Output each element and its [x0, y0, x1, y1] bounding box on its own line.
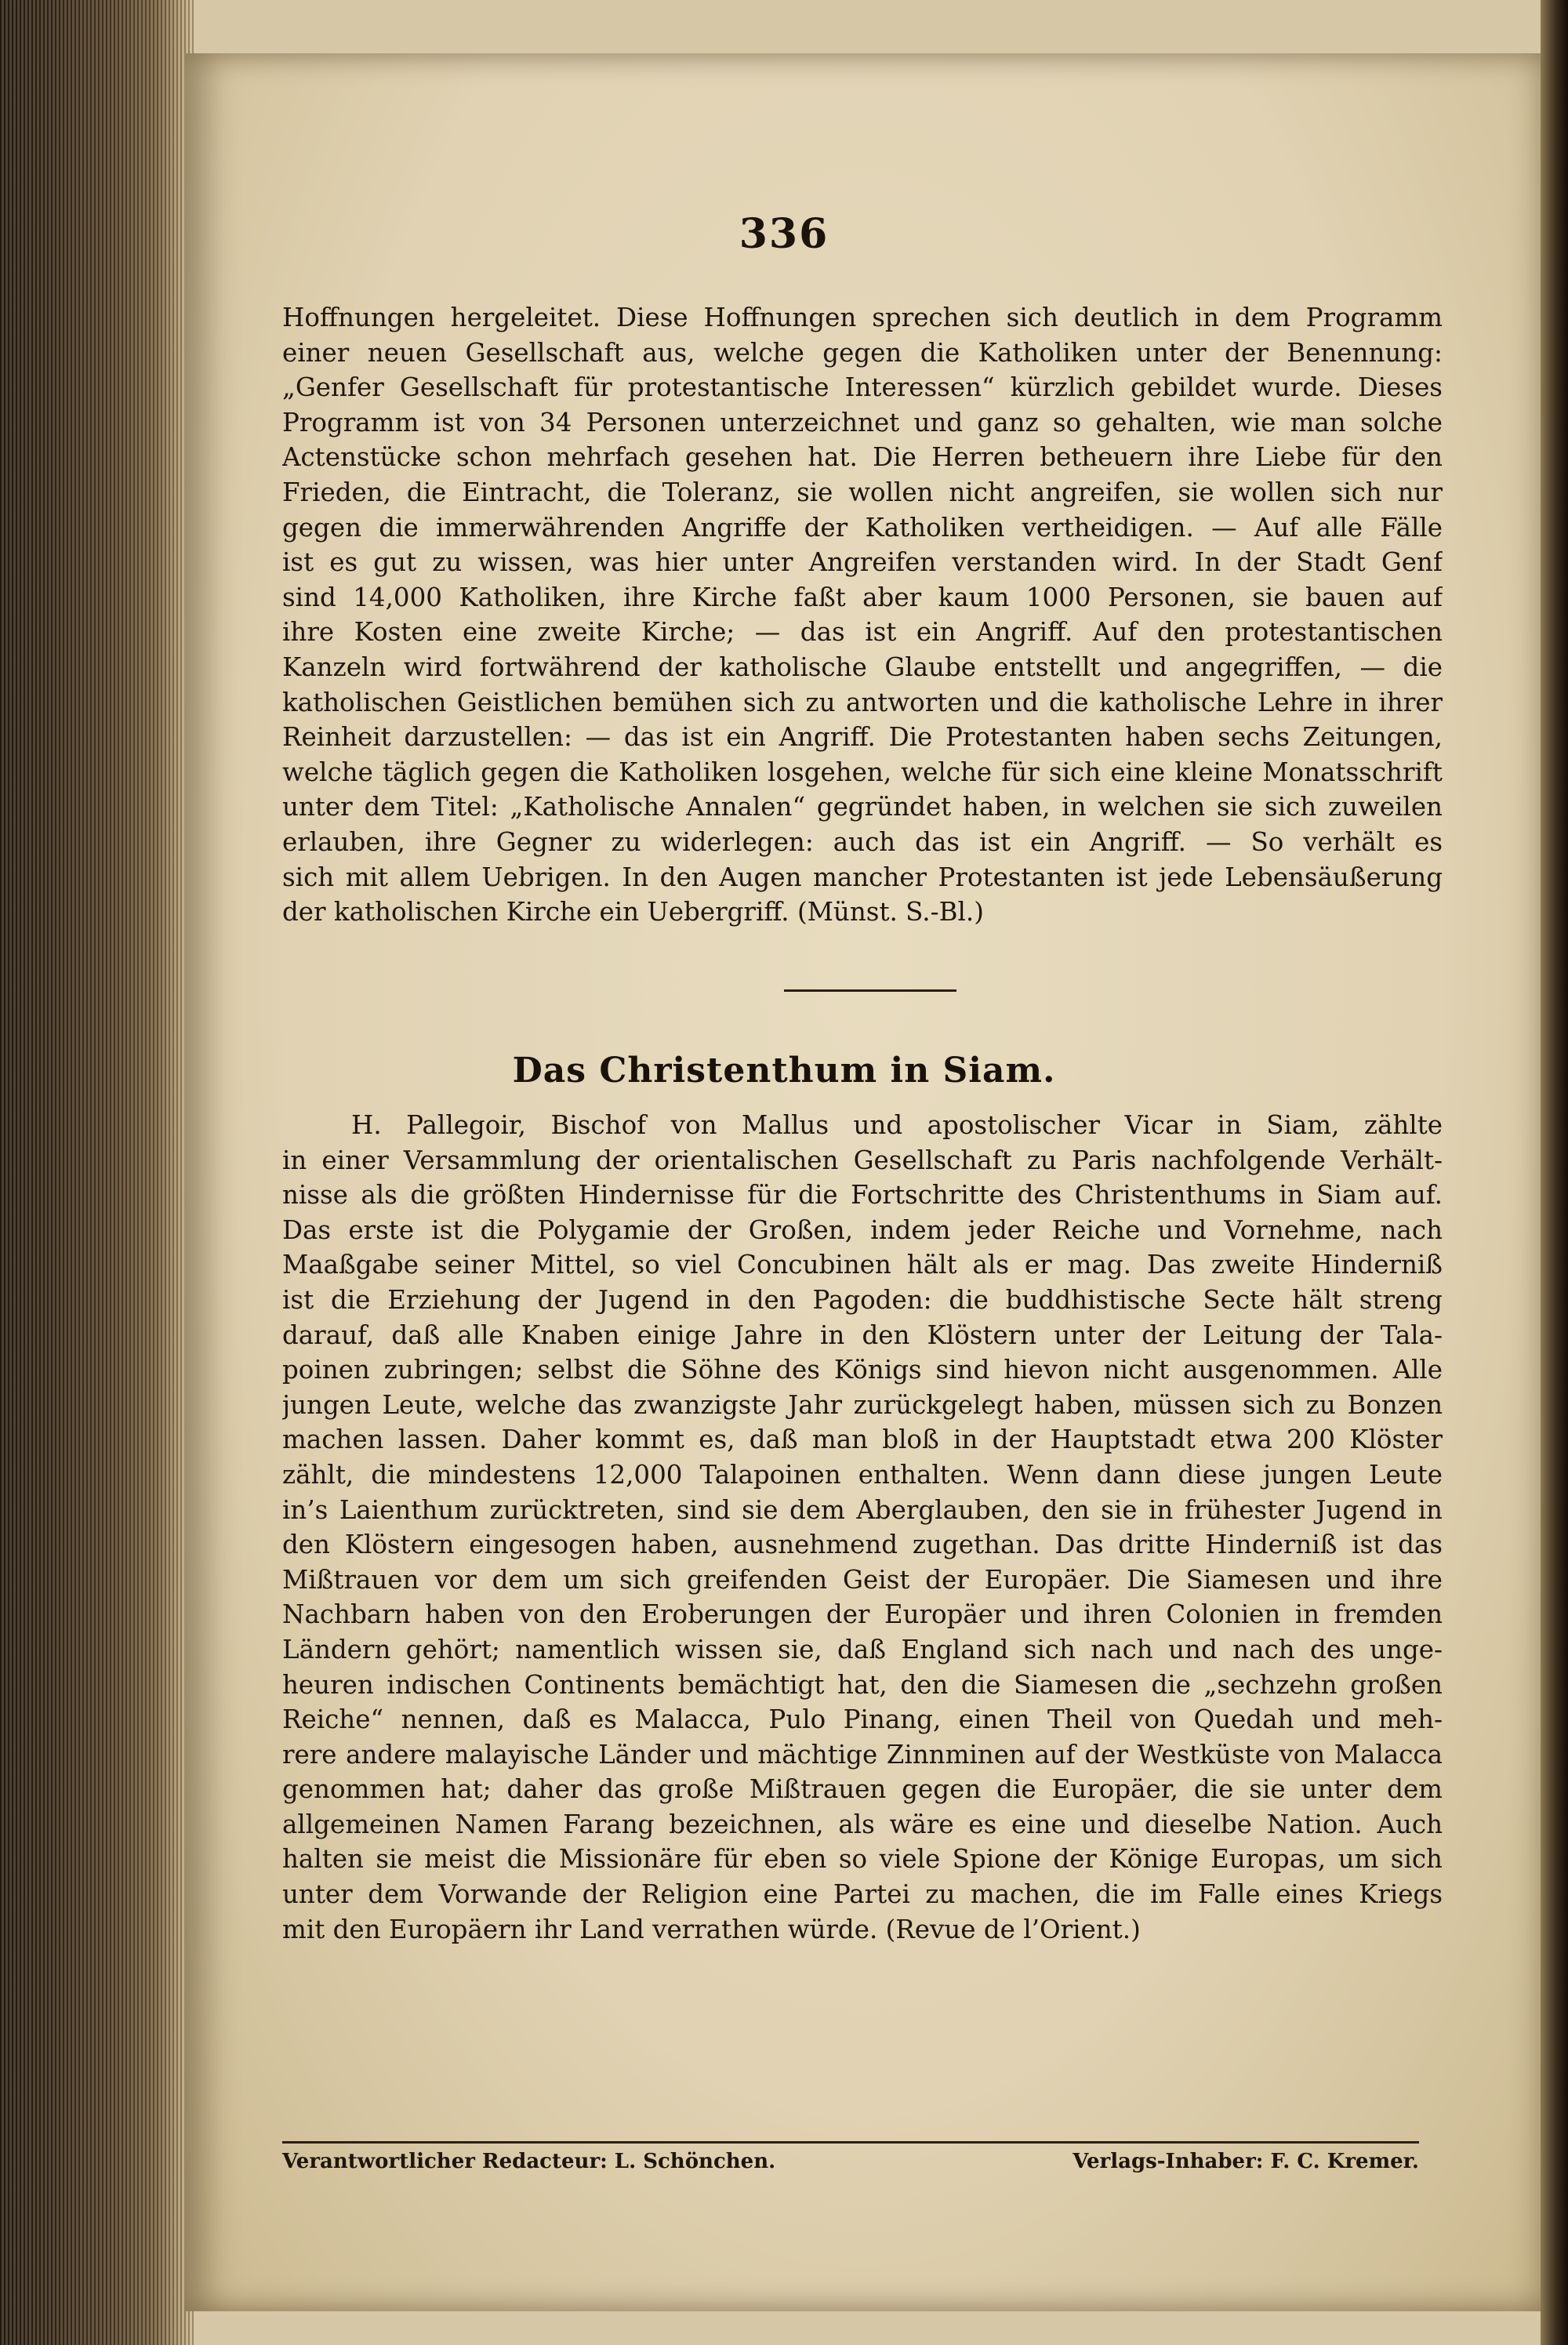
text-line: Hoffnungen hergeleitet. Diese Hoffnungen sprechen sich deutlich in dem Programm	[282, 303, 1443, 332]
text-line: Nachbarn haben von den Eroberungen der Europäer und ihren Colonien in fremden	[282, 1599, 1443, 1630]
book-spine-edge	[0, 0, 196, 2345]
text-line: Actenstücke schon mehrfach gesehen hat. Die Herren betheuern ihre Liebe für den	[282, 442, 1443, 473]
text-line: sind 14,000 Katholiken, ihre Kirche faßt aber kaum 1000 Personen, sie bauen auf	[282, 582, 1443, 612]
text-line: unter dem Vorwande der Religion eine Partei zu machen, die im Falle eines Kriegs	[282, 1879, 1443, 1910]
text-line: sich mit allem Uebrigen. In den Augen mancher Protestanten ist jede Lebensäußerung	[282, 862, 1443, 892]
text-line: katholischen Geistlichen bemühen sich zu antworten und die katholische Lehre in ihrer	[282, 687, 1443, 717]
text-line: Mißtrauen vor dem um sich greifenden Geist der Europäer. Die Siamesen und ihre	[282, 1564, 1443, 1595]
text-line: allgemeinen Namen Farang bezeichnen, als wäre es eine und dieselbe Nation. Auch	[282, 1809, 1443, 1839]
footer-publisher: Verlags-Inhaber: F. C. Kremer.	[1073, 2150, 1419, 2173]
text-line: gegen die immerwährenden Angriffe der Katholiken vertheidigen. — Auf alle Fälle	[282, 512, 1443, 543]
text-line: Das erste ist die Polygamie der Großen, indem jeder Reiche und Vornehme, nach	[282, 1214, 1443, 1245]
text-line: Programm ist von 34 Personen unterzeichnet und ganz so gehalten, wie man solche	[282, 407, 1443, 437]
article-heading: Das Christenthum in Siam.	[512, 1051, 1056, 1091]
text-line: halten sie meist die Missionäre für eben so viele Spione der Könige Europas, um sich	[282, 1844, 1443, 1875]
text-line: ist die Erziehung der Jugend in den Pagoden: die buddhistische Secte hält streng	[282, 1284, 1443, 1315]
text-line: nisse als die größten Hindernisse für die Fortschritte des Christenthums in Siam auf.	[282, 1180, 1443, 1211]
text-line: mit den Europäern ihr Land verrathen würde. (Revue de l’Orient.)	[282, 1914, 1141, 1944]
text-line: zählt, die mindestens 12,000 Talapoinen enthalten. Wenn dann diese jungen Leute	[282, 1459, 1443, 1490]
page-number: 336	[739, 210, 829, 258]
text-line: jungen Leute, welche das zwanzigste Jahr zurückgelegt haben, müssen sich zu Bonzen	[282, 1389, 1443, 1420]
section-divider	[784, 989, 956, 992]
text-line: darauf, daß alle Knaben einige Jahre in den Klöstern unter der Leitung der Tala-	[282, 1320, 1443, 1350]
text-line: Kanzeln wird fortwährend der katholische Glaube entstellt und angegriffen, — die	[282, 652, 1443, 682]
text-line: genommen hat; daher das große Mißtrauen gegen die Europäer, die sie unter dem	[282, 1774, 1443, 1805]
text-line: Maaßgabe seiner Mittel, so viel Concubinen hält als er mag. Das zweite Hinderniß	[282, 1250, 1443, 1280]
text-line: den Klöstern eingesogen haben, ausnehmend zugethan. Das dritte Hinderniß ist das	[282, 1530, 1443, 1560]
text-line: ist es gut zu wissen, was hier unter Angreifen verstanden wird. In der Stadt Genf	[282, 547, 1443, 578]
text-line: H. Pallegoir, Bischof von Mallus und apostolischer Vicar in Siam, zählte	[351, 1110, 1443, 1140]
footer-rule	[282, 2141, 1419, 2144]
article-siam-paragraph	[282, 1108, 1443, 1947]
text-line: „Genfer Gesellschaft für protestantische Interessen“ kürzlich gebildet wurde. Dieses	[282, 372, 1443, 403]
text-line: Frieden, die Eintracht, die Toleranz, sie wollen nicht angreifen, sie wollen sich nur	[282, 477, 1443, 507]
footer-editor: Verantwortlicher Redacteur: L. Schönchen.	[282, 2150, 776, 2173]
text-line: in einer Versammlung der orientalischen Gesellschaft zu Paris nachfolgende Verhält-	[282, 1145, 1443, 1175]
text-line: welche täglich gegen die Katholiken losgehen, welche für sich eine kleine Monatsschrift	[282, 757, 1443, 787]
text-line: Ländern gehört; namentlich wissen sie, daß England sich nach und nach des unge-	[282, 1634, 1443, 1664]
book-right-edge	[1541, 0, 1568, 2345]
text-line: Reinheit darzustellen: — das ist ein Angriff. Die Protestanten haben sechs Zeitungen,	[282, 722, 1443, 753]
text-line: machen lassen. Daher kommt es, daß man bloß in der Hauptstadt etwa 200 Klöster	[282, 1425, 1443, 1455]
text-line: in’s Laienthum zurücktreten, sind sie dem Aberglauben, den sie in frühester Jugend in	[282, 1494, 1443, 1525]
text-line: unter dem Titel: „Katholische Annalen“ gegründet haben, in welchen sie sich zuweilen	[282, 792, 1443, 822]
text-line: der katholischen Kirche ein Uebergriff. (Münst. S.-Bl.)	[282, 897, 984, 927]
text-line: Reiche“ nennen, daß es Malacca, Pulo Pinang, einen Theil von Quedah und meh-	[282, 1704, 1443, 1735]
text-line: einer neuen Gesellschaft aus, welche gegen die Katholiken unter der Benennung:	[282, 337, 1443, 368]
text-line: erlauben, ihre Gegner zu widerlegen: auch das ist ein Angriff. — So verhält es	[282, 826, 1443, 857]
text-line: ihre Kosten eine zweite Kirche; — das ist ein Angriff. Auf den protestantischen	[282, 617, 1443, 648]
text-line: poinen zubringen; selbst die Söhne des Königs sind hievon nicht ausgenommen. Alle	[282, 1355, 1443, 1385]
text-line: rere andere malayische Länder und mächtige Zinnminen auf der Westküste von Malacca	[282, 1739, 1443, 1770]
text-line: heuren indischen Continents bemächtigt hat, den die Siamesen die „sechzehn großen	[282, 1669, 1443, 1700]
article-protestant-paragraph	[282, 300, 1443, 930]
